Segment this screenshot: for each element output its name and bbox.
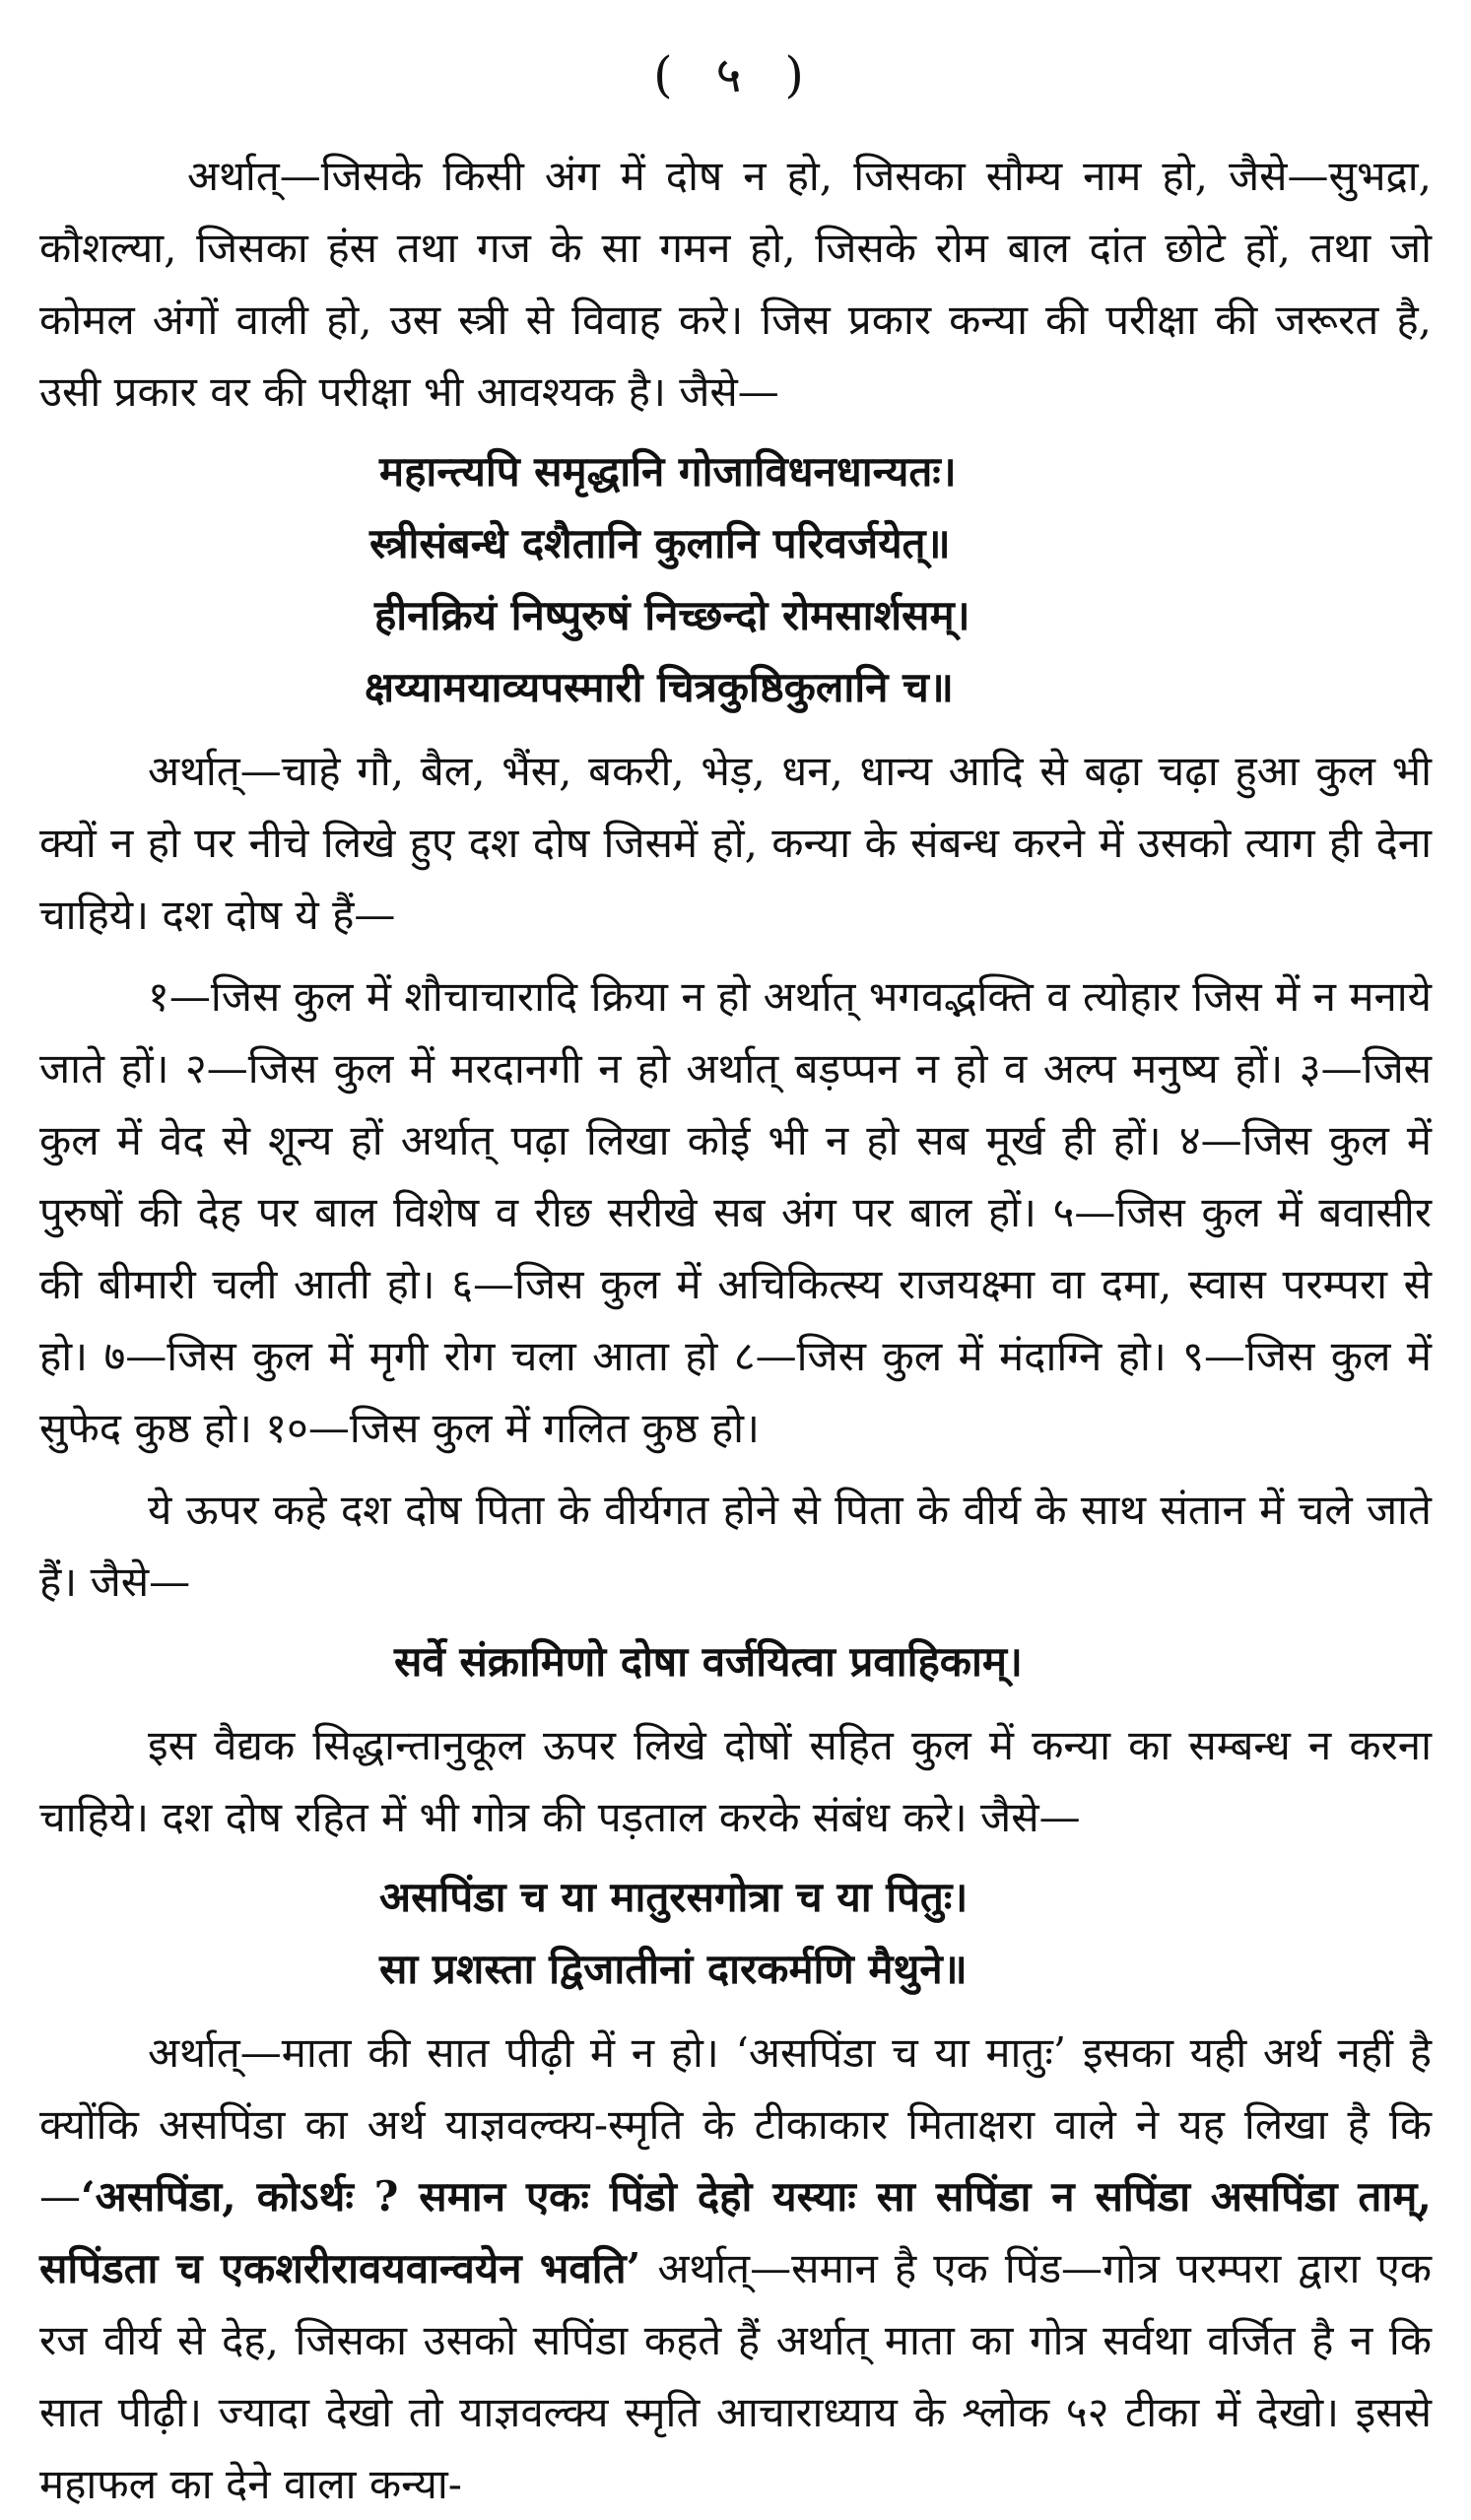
paragraph-4: ये ऊपर कहे दश दोष पिता के वीर्यगत होने से पिता के वीर्य के साथ संतान में चले जाते हैं। जैसे—: [39, 1486, 1432, 1606]
verse-line-6: असपिंडा च या मातुरसगोत्रा च या पितुः।: [379, 1873, 969, 1921]
verse-line-2: स्त्रीसंबन्धे दशैतानि कुलानि परिवर्जयेत्॥: [369, 519, 951, 567]
paragraph-3: १—जिस कुल में शौचाचारादि क्रिया न हो अर्थात् भगवद्भक्ति व त्योहार जिस में न मनाये जाते हों। २—जिस कुल में मरदानगी न हो अर्थात् बड़प्पन न हो व अल्प मनुष्य हों। ३—जिस कुल में वेद से शून्य हों अर्थात् पढ़ा लिखा कोई भी न हो सब मूर्ख ही हों। ४—जिस कुल में पुरुषों की देह पर बाल विशेष व रीछ सरीखे सब अंग पर बाल हों। ५—जिस कुल में बवासीर की बीमारी चली आती हो। ६—जिस कुल में अचिकित्स्य राजयक्ष्मा वा दमा, स्वास परम्परा से हो। ७—जिस कुल में मृगी रोग चला आता हो ८—जिस कुल में मंदाग्नि हो। ९—जिस कुल में सुफेद कुष्ठ हो। १०—जिस कुल में गलित कुष्ठ हो।: [39, 972, 1432, 1452]
verse-line-7: सा प्रशस्ता द्विजातीनां दारकर्मणि मैथुने॥: [379, 1945, 968, 1993]
paragraph-1: अर्थात्—जिसके किसी अंग में दोष न हो, जिसका सौम्य नाम हो, जैसे—सुभद्रा, कौशल्या, जिसका हंस तथा गज के सा गमन हो, जिसके रोम बाल दांत छोटे हों, तथा जो कोमल अंगों वाली हो, उस स्त्री से विवाह करे। जिस प्रकार कन्या की परीक्षा की जरूरत है, उसी प्रकार वर की परीक्षा भी आवश्यक है। जैसे—: [39, 152, 1432, 416]
paragraph-2: अर्थात्—चाहे गौ, बैल, भैंस, बकरी, भेड़, धन, धान्य आदि से बढ़ा चढ़ा हुआ कुल भी क्यों न हो पर नीचे लिखे हुए दश दोष जिसमें हों, कन्या के संबन्ध करने में उसको त्याग ही देना चाहिये। दश दोष ये हैं—: [39, 747, 1432, 939]
paragraph-6-text-b: अर्थात्—समान है एक पिंड—गोत्र परम्परा द्वारा एक रज वीर्य से देह, जिसका उसको सपिंडा कहते हैं अर्थात् माता का गोत्र सर्वथा वर्जित है न कि सात पीढ़ी। ज्यादा देखो तो याज्ञवल्क्य स्मृति आचाराध्याय के श्लोक ५२ टीका में देखो। इससे महाफल का देने वाला कन्या-: [39, 2244, 1432, 2508]
verse-line-3: हीनक्रियं निष्पुरुषं निच्छन्दो रोमसार्शसम्।: [374, 591, 970, 639]
verse-block-1: [39, 435, 1432, 723]
verse-block-3: [39, 1861, 1432, 2005]
paragraph-6: [39, 2017, 1432, 2520]
verse-line-5: सर्वे संक्रामिणो दोषा वर्जयित्वा प्रवाहिकाम्।: [394, 1637, 1023, 1686]
paragraph-6-text-a: अर्थात्—माता की सात पीढ़ी में न हो। ‘असपिंडा च या मातुः’ इसका यही अर्थ नहीं है क्योंकि असपिंडा का अर्थ याज्ञवल्क्य-स्मृति के टीकाकार मिताक्षरा वाले ने यह लिखा है कि—: [39, 2028, 1432, 2221]
paragraph-5: इस वैद्यक सिद्धान्तानुकूल ऊपर लिखे दोषों सहित कुल में कन्या का सम्बन्ध न करना चाहिये। दश दोष रहित में भी गोत्र की पड़ताल करके संबंध करे। जैसे—: [39, 1721, 1432, 1841]
verse-line-1: महान्त्यपि समृद्धानि गोजाविधनधान्यतः।: [379, 447, 957, 496]
mitakshara-quote: ‘असपिंडा, कोऽर्थः ? समान एकः पिंडो देहो यस्याः सा सपिंडा न सपिंडा असपिंडा ताम्, सपिंडता च एकशरीरावयवान्वयेन भवति’: [39, 2172, 1432, 2292]
verse-line-4: क्षय्यामयाव्यपस्मारी चित्रकुष्ठिकुलानि च॥: [365, 663, 954, 711]
page-number: ( ५ ): [653, 46, 818, 103]
verse-block-2: [39, 1625, 1432, 1697]
